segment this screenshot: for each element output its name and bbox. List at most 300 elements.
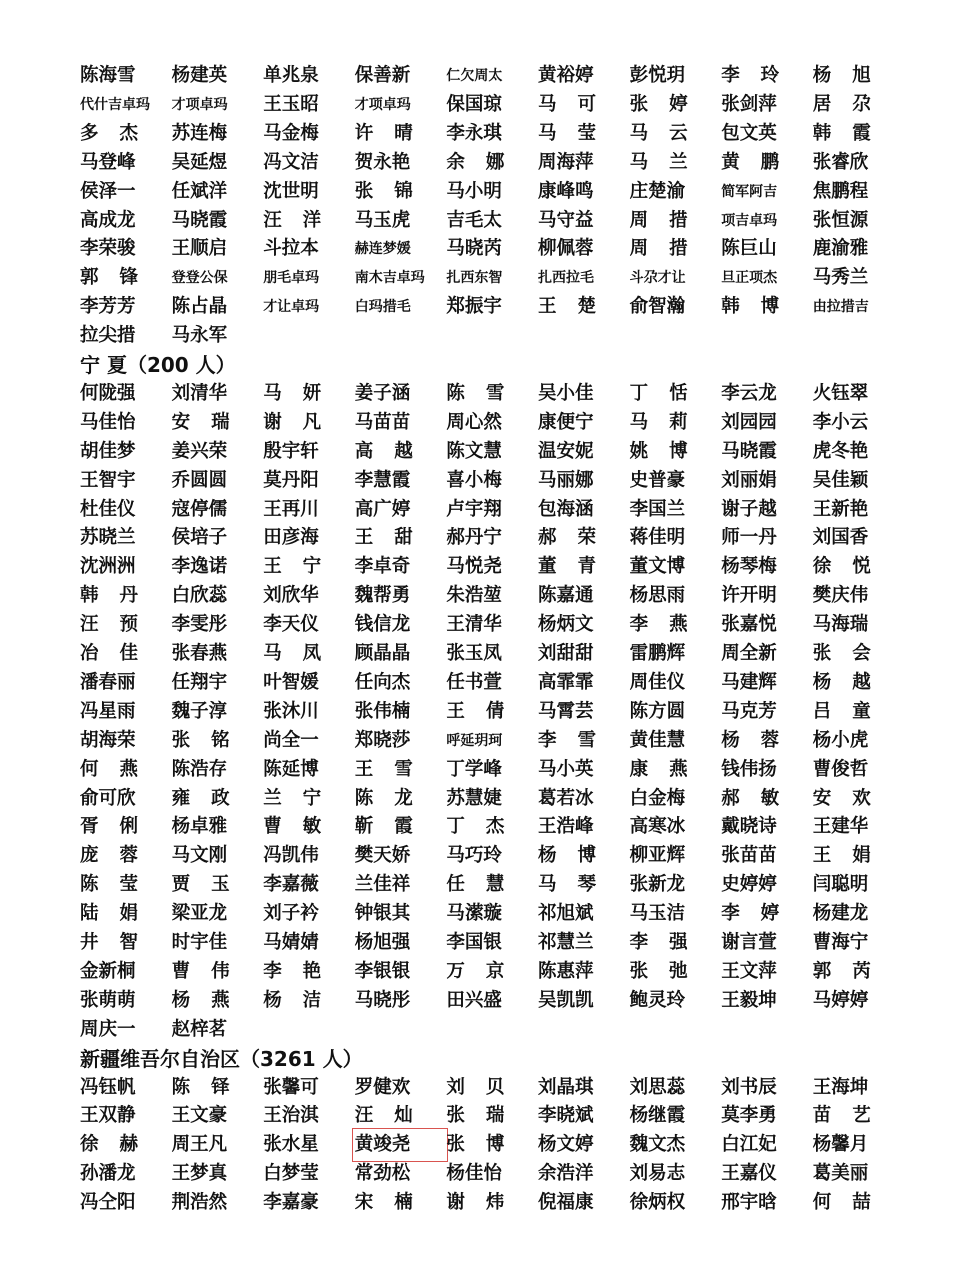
name-entry: 王浩峰 <box>538 816 594 838</box>
name-entry: 康峰鸣 <box>538 180 594 202</box>
name-entry: 刘书辰 <box>721 1076 777 1098</box>
name-entry: 闫聪明 <box>812 874 869 896</box>
name-entry: 樊庆伟 <box>812 585 869 607</box>
name-entry: 苏连梅 <box>171 122 228 144</box>
name-entry: 任翔宇 <box>171 671 228 693</box>
name-entry: 吴佳颖 <box>812 469 869 491</box>
name-entry: 葛美丽 <box>812 1163 869 1185</box>
name-entry: 杨建龙 <box>812 903 869 925</box>
name-entry: 庞 蓉 <box>80 845 138 867</box>
name-entry: 时宇佳 <box>171 932 228 953</box>
name-entry: 张新龙 <box>629 874 686 896</box>
name-entry: 叶智媛 <box>263 671 319 693</box>
name-entry: 杨卓雅 <box>171 816 228 838</box>
name-entry: 杨 越 <box>812 671 871 693</box>
name-entry: 张 弛 <box>629 960 688 982</box>
name-entry: 胥 俐 <box>80 816 138 838</box>
name-entry: 黄 鹏 <box>721 151 780 173</box>
name-entry: 杨 洁 <box>263 989 322 1011</box>
name-entry: 包海涵 <box>538 498 594 520</box>
name-entry: 简军阿吉 <box>721 183 778 200</box>
name-entry: 魏文杰 <box>629 1134 686 1156</box>
name-entry: 马守益 <box>538 209 594 231</box>
name-entry: 李国兰 <box>629 498 686 520</box>
name-entry: 马丽娜 <box>538 469 594 491</box>
name-entry: 何 燕 <box>80 758 138 780</box>
name-entry: 王 楚 <box>538 296 596 318</box>
name-entry: 荆浩然 <box>171 1192 228 1214</box>
name-entry: 冯文洁 <box>263 151 319 173</box>
name-entry: 何陇强 <box>80 382 136 404</box>
name-entry: 刘易志 <box>629 1163 686 1185</box>
name-entry: 吴小佳 <box>538 382 594 404</box>
name-entry: 杨文婷 <box>538 1134 594 1156</box>
name-entry: 张 婷 <box>629 93 688 115</box>
name-entry: 焦鹏程 <box>812 180 869 202</box>
name-entry: 王 雪 <box>354 758 413 780</box>
name-entry: 周佳仪 <box>629 671 686 693</box>
name-entry: 白欣蕊 <box>171 585 228 607</box>
name-entry: 王 甜 <box>354 527 413 549</box>
name-entry: 陈文慧 <box>446 440 502 462</box>
name-entry: 马苗苗 <box>354 411 411 433</box>
name-entry: 李国银 <box>446 932 502 953</box>
name-entry: 马潆璇 <box>446 903 502 925</box>
name-entry: 贾 玉 <box>171 874 230 896</box>
name-entry: 才让卓玛 <box>263 299 320 316</box>
name-entry: 黄竣尧 <box>355 1131 445 1159</box>
name-entry: 谢 炜 <box>446 1192 505 1214</box>
name-entry: 苏晓兰 <box>80 527 136 549</box>
name-entry: 杨琴梅 <box>721 556 777 578</box>
name-entry: 宋 楠 <box>354 1192 413 1214</box>
name-entry: 田兴盛 <box>446 989 502 1011</box>
name-entry: 周王凡 <box>171 1134 228 1156</box>
name-entry: 赫连梦媛 <box>354 241 411 258</box>
name-entry: 郑振宇 <box>446 296 502 318</box>
name-entry: 张春燕 <box>171 643 228 664</box>
name-entry: 姜兴荣 <box>171 440 228 462</box>
name-entry: 郭 锋 <box>80 267 138 289</box>
name-entry: 李 强 <box>629 932 688 953</box>
name-entry: 张 会 <box>812 643 871 664</box>
name-entry: 陈惠萍 <box>538 960 594 982</box>
name-entry: 侯泽一 <box>80 180 136 202</box>
name-entry: 郝丹宁 <box>446 527 502 549</box>
name-entry: 吕 童 <box>812 700 871 722</box>
name-entry: 马晓彤 <box>354 989 411 1011</box>
name-entry: 高寒冰 <box>629 816 686 838</box>
name-entry: 高广婷 <box>354 498 411 520</box>
name-entry: 登登公保 <box>171 270 228 287</box>
name-entry: 寇停儒 <box>171 498 228 520</box>
name-entry: 雷鹏辉 <box>629 643 686 664</box>
name-entry: 杨 燕 <box>171 989 230 1011</box>
name-entry: 卢宇翔 <box>446 498 502 520</box>
name-entry: 代什吉卓玛 <box>80 96 150 113</box>
name-entry: 张馨可 <box>263 1076 319 1098</box>
name-entry: 史婷婷 <box>721 874 777 896</box>
name-entry: 郑晓莎 <box>354 729 411 751</box>
name-entry: 白玛措毛 <box>354 299 411 316</box>
name-entry: 吴延煜 <box>171 151 228 173</box>
name-entry: 杨馨月 <box>812 1134 869 1156</box>
name-entry: 莫李勇 <box>721 1105 777 1127</box>
name-entry: 张伟楠 <box>354 700 411 722</box>
name-entry: 马小英 <box>538 758 594 780</box>
name-entry: 张恒源 <box>812 209 869 231</box>
name-entry: 陈延博 <box>263 758 319 780</box>
name-entry: 钱伟扬 <box>721 758 777 780</box>
name-entry: 斗拉本 <box>263 238 319 260</box>
name-entry: 庄楚渝 <box>629 180 686 202</box>
name-entry: 才项卓玛 <box>354 96 411 113</box>
name-entry: 韩 霞 <box>812 122 871 144</box>
name-entry: 旦正项杰 <box>721 270 778 287</box>
name-entry: 多 杰 <box>80 122 138 144</box>
name-entry: 虎冬艳 <box>812 440 869 462</box>
name-entry: 王文萍 <box>721 960 777 982</box>
name-entry: 陈 龙 <box>354 787 413 809</box>
name-entry: 柳亚辉 <box>629 845 686 867</box>
name-entry: 刘丽娟 <box>721 469 777 491</box>
name-entry: 魏帮勇 <box>354 585 411 607</box>
name-entry: 蒋佳明 <box>629 527 686 549</box>
name-entry: 王玉昭 <box>263 93 319 115</box>
name-entry: 樊天娇 <box>354 845 411 867</box>
name-entry: 陈海雪 <box>80 65 136 86</box>
name-entry: 王治淇 <box>263 1105 319 1127</box>
name-entry: 曹海宁 <box>812 932 869 953</box>
name-entry: 才项卓玛 <box>171 96 228 113</box>
name-entry: 马婧婧 <box>263 932 319 953</box>
name-entry: 马玉洁 <box>629 903 686 925</box>
name-entry: 靳 霞 <box>354 816 413 838</box>
name-entry: 马婷婷 <box>812 989 869 1011</box>
name-entry: 张 铭 <box>171 729 230 751</box>
name-entry: 谢子越 <box>721 498 777 520</box>
name-entry: 何 喆 <box>812 1192 871 1214</box>
name-entry: 董 青 <box>538 556 596 578</box>
name-entry: 陈占晶 <box>171 296 228 318</box>
name-entry: 黄佳慧 <box>629 729 686 751</box>
name-entry: 彭悦玥 <box>629 65 686 86</box>
name-entry: 罗健欢 <box>354 1076 411 1098</box>
name-entry: 李嘉薇 <box>263 874 319 896</box>
name-entry: 马建辉 <box>721 671 777 693</box>
name-entry: 居 尕 <box>812 93 871 115</box>
name-entry: 郝 敏 <box>721 787 780 809</box>
name-entry: 梁亚龙 <box>171 903 228 925</box>
name-entry: 白梦莹 <box>263 1163 319 1185</box>
name-entry: 马悦尧 <box>446 556 502 578</box>
name-entry: 张玉凤 <box>446 643 502 664</box>
name-entry: 李永琪 <box>446 122 502 144</box>
name-entry: 王毅坤 <box>721 989 777 1011</box>
name-entry: 马 莉 <box>629 411 688 433</box>
name-entry: 汪 预 <box>80 614 138 636</box>
name-entry: 陈嘉通 <box>538 585 594 607</box>
name-entry: 张 博 <box>446 1134 505 1156</box>
name-entry: 王海坤 <box>812 1076 869 1098</box>
name-entry: 马 可 <box>538 93 596 115</box>
name-entry: 姚 博 <box>629 440 688 462</box>
name-entry: 顾晶晶 <box>354 643 411 664</box>
name-entry: 金新桐 <box>80 960 136 982</box>
name-entry: 任书萱 <box>446 671 502 693</box>
name-entry: 曹 伟 <box>171 960 230 982</box>
name-entry: 陈 雪 <box>446 382 505 404</box>
name-entry: 祁旭斌 <box>538 903 594 925</box>
name-entry: 杨炳文 <box>538 614 594 636</box>
name-entry: 丁 恬 <box>629 382 688 404</box>
name-entry: 李 燕 <box>629 614 688 636</box>
name-entry: 谢 凡 <box>263 411 322 433</box>
name-entry: 李 玲 <box>721 65 780 86</box>
name-entry: 王嘉仪 <box>721 1163 777 1185</box>
name-entry: 呼延玥珂 <box>446 732 503 749</box>
name-entry: 马巧玲 <box>446 845 502 867</box>
name-entry: 斗尕才让 <box>629 270 686 287</box>
name-entry: 扎西拉毛 <box>538 270 594 287</box>
name-entry: 刘思蕊 <box>629 1076 686 1098</box>
name-entry: 徐炳权 <box>629 1192 686 1214</box>
name-entry: 井 智 <box>80 932 138 953</box>
name-entry: 周心然 <box>446 411 502 433</box>
name-entry: 戴晓诗 <box>721 816 777 838</box>
name-entry: 谢言萱 <box>721 932 777 953</box>
name-entry: 韩 博 <box>721 296 780 318</box>
name-entry: 杜佳仪 <box>80 498 136 520</box>
name-entry: 安 欢 <box>812 787 871 809</box>
name-entry: 周庆一 <box>80 1018 136 1040</box>
name-entry: 李银银 <box>354 960 411 982</box>
name-entry: 周全新 <box>721 643 777 664</box>
name-entry: 马金梅 <box>263 122 319 144</box>
name-entry: 俞可欣 <box>80 787 136 809</box>
name-entry: 徐 悦 <box>812 556 871 578</box>
name-entry: 郝 荣 <box>538 527 596 549</box>
name-entry: 许 晴 <box>354 122 413 144</box>
name-entry: 白金梅 <box>629 787 686 809</box>
name-entry: 张睿欣 <box>812 151 869 173</box>
name-entry: 冯仝阳 <box>80 1192 136 1214</box>
name-entry: 潘春丽 <box>80 671 136 693</box>
name-entry: 李逸诺 <box>171 556 228 578</box>
name-entry: 朱浩堃 <box>446 585 502 607</box>
name-entry: 马 云 <box>629 122 688 144</box>
name-entry: 李 雪 <box>538 729 596 751</box>
name-entry: 师一丹 <box>721 527 777 549</box>
name-entry: 马 妍 <box>263 382 322 404</box>
name-entry: 陈浩存 <box>171 758 228 780</box>
name-entry: 乔圆圆 <box>171 469 228 491</box>
name-entry: 杨 蓉 <box>721 729 780 751</box>
name-entry: 葛若冰 <box>538 787 594 809</box>
name-entry: 常劲松 <box>354 1163 411 1185</box>
section-heading: 新疆维吾尔自治区（3261 人） <box>80 1046 363 1071</box>
name-entry: 喜小梅 <box>446 469 502 491</box>
name-entry: 王 宁 <box>263 556 322 578</box>
name-entry: 马佳怡 <box>80 411 136 433</box>
name-entry: 杨佳怡 <box>446 1163 502 1185</box>
name-entry: 倪福康 <box>538 1192 594 1214</box>
name-entry: 雍 政 <box>171 787 230 809</box>
name-entry: 吉毛太 <box>446 209 502 231</box>
name-entry: 包文英 <box>721 122 777 144</box>
name-entry: 柳佩蓉 <box>538 238 594 260</box>
name-entry: 莫丹阳 <box>263 469 319 491</box>
name-entry: 周 措 <box>629 209 688 231</box>
name-entry: 许开明 <box>721 585 777 607</box>
name-entry: 殷宇轩 <box>263 440 319 462</box>
name-entry: 李嘉豪 <box>263 1192 319 1214</box>
name-entry: 张 瑞 <box>446 1105 505 1127</box>
name-entry: 鹿渝雅 <box>812 238 869 260</box>
name-entry: 刘甜甜 <box>538 643 594 664</box>
name-entry: 任向杰 <box>354 671 411 693</box>
name-entry: 单兆泉 <box>263 65 319 86</box>
name-entry: 王 倩 <box>446 700 505 722</box>
name-entry: 李芳芳 <box>80 296 136 318</box>
name-entry: 董文博 <box>629 556 686 578</box>
name-entry: 李晓斌 <box>538 1105 594 1127</box>
name-entry: 项吉卓玛 <box>721 212 778 229</box>
name-entry: 高 越 <box>354 440 413 462</box>
name-entry: 李 艳 <box>263 960 322 982</box>
name-entry: 刘国香 <box>812 527 869 549</box>
name-entry: 马永军 <box>171 325 228 347</box>
name-entry: 马克芳 <box>721 700 777 722</box>
name-entry: 邢宇晗 <box>721 1192 777 1214</box>
name-entry: 任斌洋 <box>171 180 228 202</box>
name-entry: 胡海荣 <box>80 729 136 751</box>
name-entry: 保善新 <box>354 65 411 86</box>
name-entry: 马小明 <box>446 180 502 202</box>
name-entry: 鲍灵玲 <box>629 989 686 1011</box>
name-entry: 韩 丹 <box>80 585 138 607</box>
name-entry: 温安妮 <box>538 440 594 462</box>
name-entry: 郭 芮 <box>812 960 871 982</box>
section-heading: 宁 夏（200 人） <box>80 353 236 377</box>
name-entry: 任 慧 <box>446 874 505 896</box>
name-entry: 马玉虎 <box>354 209 411 231</box>
name-entry: 苏慧婕 <box>446 787 502 809</box>
name-entry: 陈巨山 <box>721 238 777 260</box>
name-entry: 仁欠周太 <box>446 68 503 84</box>
name-entry: 李小云 <box>812 411 869 433</box>
name-entry: 李雯彤 <box>171 614 228 636</box>
name-entry: 兰 宁 <box>263 787 322 809</box>
name-entry: 安 瑞 <box>171 411 230 433</box>
name-entry: 王智宇 <box>80 469 136 491</box>
name-entry: 王建华 <box>812 816 869 838</box>
name-entry: 曹俊哲 <box>812 758 869 780</box>
name-entry: 丁 杰 <box>446 816 505 838</box>
name-entry: 杨思雨 <box>629 585 686 607</box>
name-entry: 杨建英 <box>171 65 228 86</box>
name-entry: 马 凤 <box>263 643 322 664</box>
name-entry: 俞智瀚 <box>629 296 686 318</box>
name-entry: 刘子衿 <box>263 903 319 925</box>
name-entry: 汪 灿 <box>354 1105 413 1127</box>
name-entry: 余 娜 <box>446 151 505 173</box>
name-entry: 杨继霞 <box>629 1105 686 1127</box>
name-entry: 李 婷 <box>721 903 780 925</box>
name-entry: 康便宁 <box>538 411 594 433</box>
name-entry: 康 燕 <box>629 758 688 780</box>
name-entry: 朋毛卓玛 <box>263 270 320 287</box>
name-entry: 陈方圆 <box>629 700 686 722</box>
name-entry: 张苗苗 <box>721 845 777 867</box>
name-entry: 冯钰帆 <box>80 1076 136 1098</box>
name-entry: 白江妃 <box>721 1134 777 1156</box>
name-entry: 马晓芮 <box>446 238 502 260</box>
name-entry: 张剑萍 <box>721 93 777 115</box>
name-entry: 贺永艳 <box>354 151 411 173</box>
name-entry: 沈世明 <box>263 180 319 202</box>
name-entry: 由拉措吉 <box>812 299 869 316</box>
name-entry: 陈 铎 <box>171 1076 230 1098</box>
name-entry: 拉尖措 <box>80 325 136 347</box>
name-entry: 黄裕婷 <box>538 65 594 86</box>
name-entry: 李卓奇 <box>354 556 411 578</box>
name-entry: 尚全一 <box>263 729 319 751</box>
name-entry: 马 莹 <box>538 122 596 144</box>
name-entry: 杨旭强 <box>354 932 411 953</box>
name-entry: 姜子涵 <box>354 382 411 404</box>
name-entry: 丁学峰 <box>446 758 502 780</box>
name-entry: 马文刚 <box>171 845 228 867</box>
name-entry: 李天仪 <box>263 614 319 636</box>
name-entry: 钱信龙 <box>354 614 411 636</box>
name-entry: 马 琴 <box>538 874 596 896</box>
name-entry: 火钰翠 <box>812 382 869 404</box>
name-entry: 王文豪 <box>171 1105 228 1127</box>
name-entry: 侯培子 <box>171 527 228 549</box>
name-entry: 杨 旭 <box>812 65 871 86</box>
name-entry: 冯星雨 <box>80 700 136 722</box>
name-entry: 祁慧兰 <box>538 932 594 953</box>
name-entry: 马 兰 <box>629 151 688 173</box>
name-entry: 王再川 <box>263 498 319 520</box>
name-entry: 马霄芸 <box>538 700 594 722</box>
name-entry: 扎西东智 <box>446 270 503 287</box>
name-entry: 刘欣华 <box>263 585 319 607</box>
name-entry: 苗 艺 <box>812 1105 871 1127</box>
name-entry: 张嘉悦 <box>721 614 777 636</box>
name-entry: 周 措 <box>629 238 688 260</box>
name-entry: 马晓霞 <box>171 209 228 231</box>
name-entry: 周海萍 <box>538 151 594 173</box>
name-entry: 陈 莹 <box>80 874 138 896</box>
name-entry: 吴凯凯 <box>538 989 594 1011</box>
name-entry: 马登峰 <box>80 151 136 173</box>
name-entry: 田彦海 <box>263 527 319 549</box>
name-entry: 刘 贝 <box>446 1076 505 1098</box>
name-entry: 陆 娟 <box>80 903 138 925</box>
name-entry: 孙潘龙 <box>80 1163 136 1185</box>
name-entry: 王双静 <box>80 1105 136 1127</box>
name-entry: 高成龙 <box>80 209 136 231</box>
name-entry: 张萌萌 <box>80 989 136 1011</box>
name-entry: 张沐川 <box>263 700 319 722</box>
name-entry: 万 京 <box>446 960 505 982</box>
name-entry: 冯凯伟 <box>263 845 319 867</box>
name-entry: 马秀兰 <box>812 267 869 289</box>
name-entry: 兰佳祥 <box>354 874 411 896</box>
name-entry: 杨 博 <box>538 845 596 867</box>
